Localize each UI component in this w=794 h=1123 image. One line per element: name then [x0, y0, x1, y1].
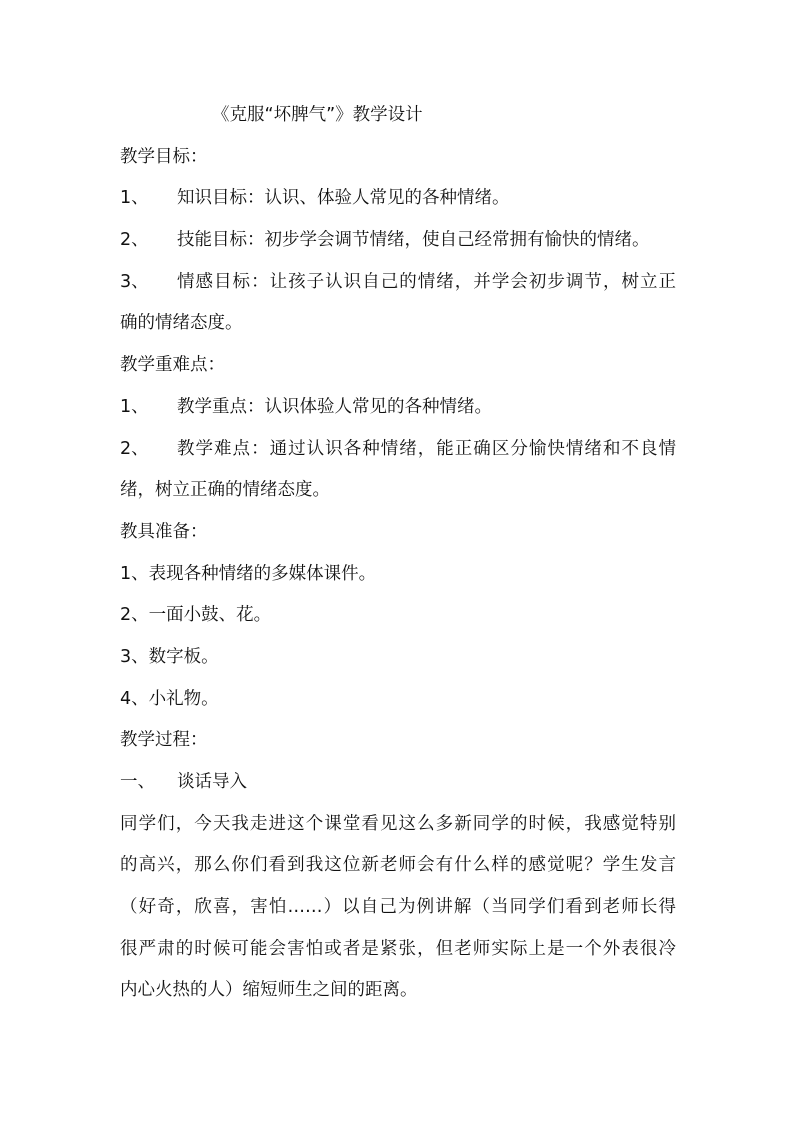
- process-step-heading: [120, 762, 676, 804]
- process-heading: 教学过程：: [120, 730, 208, 751]
- paragraph-line: [120, 804, 676, 846]
- objective-item: [120, 220, 676, 262]
- paragraph-line: [120, 845, 676, 887]
- materials-heading: 教具准备：: [120, 521, 208, 542]
- paragraph-text: 同学们，今天我走进这个课堂看见这么多新同学的时候，我感觉特别: [120, 813, 676, 834]
- objective-item: [120, 262, 676, 304]
- objectives-heading: 教学目标：: [120, 146, 208, 167]
- process-step-title: 谈话导入: [177, 772, 247, 792]
- objective-text: 技能目标：初步学会调节情绪，使自己经常拥有愉快的情绪。: [177, 230, 650, 251]
- document-title: 《克服“坏脾气”》教学设计: [212, 105, 423, 125]
- key-point-number: 1、: [120, 396, 149, 417]
- objective-item: [120, 178, 676, 220]
- key-point-text: 教学难点：通过认识各种情绪，能正确区分愉快情绪和不良情: [177, 438, 676, 459]
- key-point-number: 2、: [120, 438, 149, 459]
- material-item: 2、一面小鼓、花。: [120, 605, 272, 626]
- key-point-item: [120, 387, 676, 429]
- material-item: 3、数字板。: [120, 646, 219, 667]
- key-point-item: [120, 429, 676, 471]
- document-body: [120, 95, 676, 1012]
- paragraph-text: （好奇，欣喜，害怕……）以自己为例讲解（当同学们看到老师长得: [120, 897, 676, 918]
- objective-text: 知识目标：认识、体验人常见的各种情绪。: [177, 188, 510, 209]
- key-point-text: 教学重点：认识体验人常见的各种情绪。: [177, 396, 492, 417]
- process-step-number: 一、: [120, 772, 155, 792]
- key-points-heading: 教学重难点：: [120, 355, 225, 376]
- paragraph-line: [120, 929, 676, 971]
- paragraph-line: [120, 887, 676, 929]
- key-point-text-continued: 绪，树立正确的情绪态度。: [120, 480, 330, 501]
- objective-number: 1、: [120, 188, 149, 209]
- paragraph-line: [120, 970, 676, 1012]
- paragraph-text: 的高兴，那么你们看到我这位新老师会有什么样的感觉呢？学生发言: [120, 855, 676, 876]
- material-item: 4、小礼物。: [120, 688, 219, 709]
- paragraph-text: 内心火热的人）缩短师生之间的距离。: [120, 980, 418, 1001]
- objective-text-continued: 确的情绪态度。: [120, 313, 243, 334]
- material-item: 1、表现各种情绪的多媒体课件。: [120, 563, 377, 584]
- objective-text: 情感目标：让孩子认识自己的情绪，并学会初步调节，树立正: [177, 271, 676, 292]
- objective-number: 3、: [120, 271, 149, 292]
- objective-number: 2、: [120, 230, 149, 251]
- paragraph-text: 很严肃的时候可能会害怕或者是紧张，但老师实际上是一个外表很冷: [120, 938, 676, 959]
